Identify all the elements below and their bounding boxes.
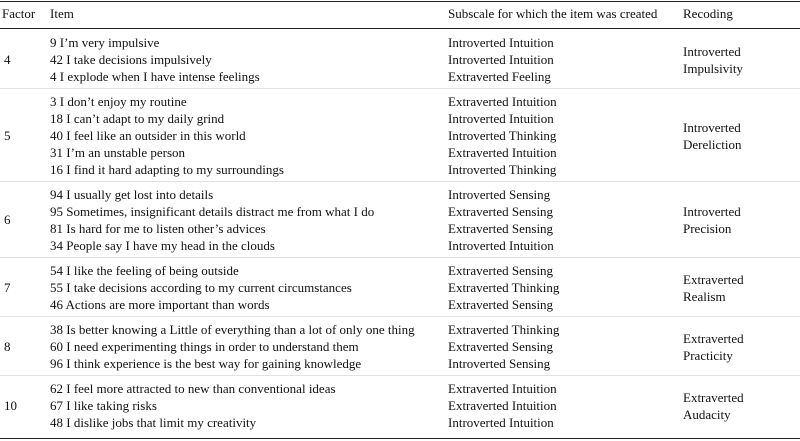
item-text: 48 I dislike jobs that limit my creativity <box>50 415 257 430</box>
recoding-line: Impulsivity <box>683 60 743 76</box>
item-text: 9 I’m very impulsive <box>50 35 160 50</box>
recoding-line: Extraverted <box>683 389 744 405</box>
recoding-line: Introverted <box>683 119 741 135</box>
factor-number: 5 <box>4 127 11 143</box>
subscale-text: Extraverted Intuition <box>448 398 557 413</box>
recoding-label <box>683 43 743 77</box>
subscale-text: Extraverted Sensing <box>448 221 554 236</box>
header-subscale: Subscale for which the item was created <box>448 6 658 21</box>
item-column <box>50 34 260 85</box>
subscale-text: Introverted Intuition <box>448 415 554 430</box>
item-column <box>50 186 374 254</box>
factor-number: 8 <box>4 338 11 354</box>
item-column <box>50 93 284 178</box>
header-item: Item <box>50 6 74 21</box>
item-text: 42 I take decisions impulsively <box>50 52 212 67</box>
group-separator <box>0 316 800 317</box>
item-column <box>50 321 415 372</box>
recoding-line: Realism <box>683 288 726 304</box>
factor-number: 7 <box>4 279 11 295</box>
item-text: 67 I like taking risks <box>50 398 157 413</box>
header-recoding: Recoding <box>683 6 733 21</box>
table-bottom-rule <box>0 438 800 439</box>
recoding-label <box>683 389 744 423</box>
recoding-line: Introverted <box>683 43 741 59</box>
group-separator <box>0 375 800 376</box>
subscale-text: Introverted Intuition <box>448 52 554 67</box>
recoding-line: Precision <box>683 221 732 236</box>
recoding-line: Practicity <box>683 347 733 363</box>
item-text: 34 People say I have my head in the clouds <box>50 238 275 253</box>
subscale-text: Introverted Intuition <box>448 238 554 253</box>
item-text: 54 I like the feeling of being outside <box>50 263 239 278</box>
recoding-label <box>683 330 744 364</box>
factor-group <box>0 380 800 431</box>
factor-group <box>0 262 800 313</box>
subscale-text: Extraverted Intuition <box>448 94 557 109</box>
recoding-label <box>683 203 741 237</box>
table-top-rule <box>0 1 800 2</box>
subscale-column <box>448 380 557 431</box>
factor-number: 6 <box>4 212 11 227</box>
item-text: 38 Is better knowing a Little of everything than a lot of only one thing <box>50 322 415 337</box>
subscale-text: Extraverted Sensing <box>448 263 554 278</box>
subscale-column <box>448 34 554 85</box>
factor-group <box>0 34 800 85</box>
recoding-label <box>683 271 744 305</box>
item-text: 4 I explode when I have intense feelings <box>50 69 260 84</box>
item-text: 94 I usually get lost into details <box>50 187 214 202</box>
subscale-column <box>448 186 554 254</box>
subscale-text: Introverted Intuition <box>448 111 554 126</box>
item-text: 3 I don’t enjoy my routine <box>50 94 187 109</box>
subscale-text: Extraverted Intuition <box>448 381 557 396</box>
recoding-line: Introverted <box>683 204 741 219</box>
item-text: 55 I take decisions according to my current circumstances <box>50 280 352 295</box>
item-text: 46 Actions are more important than words <box>50 297 270 312</box>
header-factor: Factor <box>2 6 36 21</box>
recoding-line: Dereliction <box>683 136 742 152</box>
item-text: 96 I think experience is the best way for gaining knowledge <box>50 356 362 371</box>
subscale-text: Extraverted Sensing <box>448 297 554 312</box>
group-separator <box>0 257 800 258</box>
subscale-text: Extraverted Intuition <box>448 145 557 160</box>
subscale-text: Introverted Intuition <box>448 35 554 50</box>
factor-group <box>0 186 800 254</box>
subscale-text: Introverted Thinking <box>448 128 557 143</box>
item-text: 40 I feel like an outsider in this world <box>50 128 246 143</box>
table-header-rule <box>0 28 800 29</box>
item-column <box>50 262 352 313</box>
recoding-line: Extraverted <box>683 330 744 346</box>
item-text: 81 Is hard for me to listen other’s advices <box>50 221 266 236</box>
item-text: 16 I find it hard adapting to my surroundings <box>50 162 284 177</box>
item-text: 60 I need experimenting things in order to understand them <box>50 339 359 354</box>
factor-number: 10 <box>4 397 17 413</box>
subscale-text: Introverted Sensing <box>448 187 551 202</box>
recoding-line: Extraverted <box>683 271 744 287</box>
item-text: 95 Sometimes, insignificant details distract me from what I do <box>50 204 375 219</box>
subscale-column <box>448 93 557 178</box>
recoding-label <box>683 119 741 153</box>
subscale-column <box>448 262 559 313</box>
subscale-text: Introverted Thinking <box>448 162 557 177</box>
subscale-text: Extraverted Sensing <box>448 339 554 354</box>
item-text: 31 I’m an unstable person <box>50 145 186 160</box>
subscale-text: Extraverted Thinking <box>448 322 560 337</box>
recoding-line: Audacity <box>683 406 731 422</box>
factor-group <box>0 93 800 178</box>
item-text: 62 I feel more attracted to new than conventional ideas <box>50 381 336 396</box>
subscale-text: Extraverted Feeling <box>448 69 551 84</box>
factor-group <box>0 321 800 372</box>
item-text: 18 I can’t adapt to my daily grind <box>50 111 225 126</box>
item-column <box>50 380 336 431</box>
factor-number: 4 <box>4 51 11 67</box>
subscale-column <box>448 321 559 372</box>
subscale-text: Extraverted Thinking <box>448 280 560 295</box>
subscale-text: Extraverted Sensing <box>448 204 554 219</box>
group-separator <box>0 88 800 89</box>
subscale-text: Introverted Sensing <box>448 356 551 371</box>
group-separator <box>0 181 800 182</box>
